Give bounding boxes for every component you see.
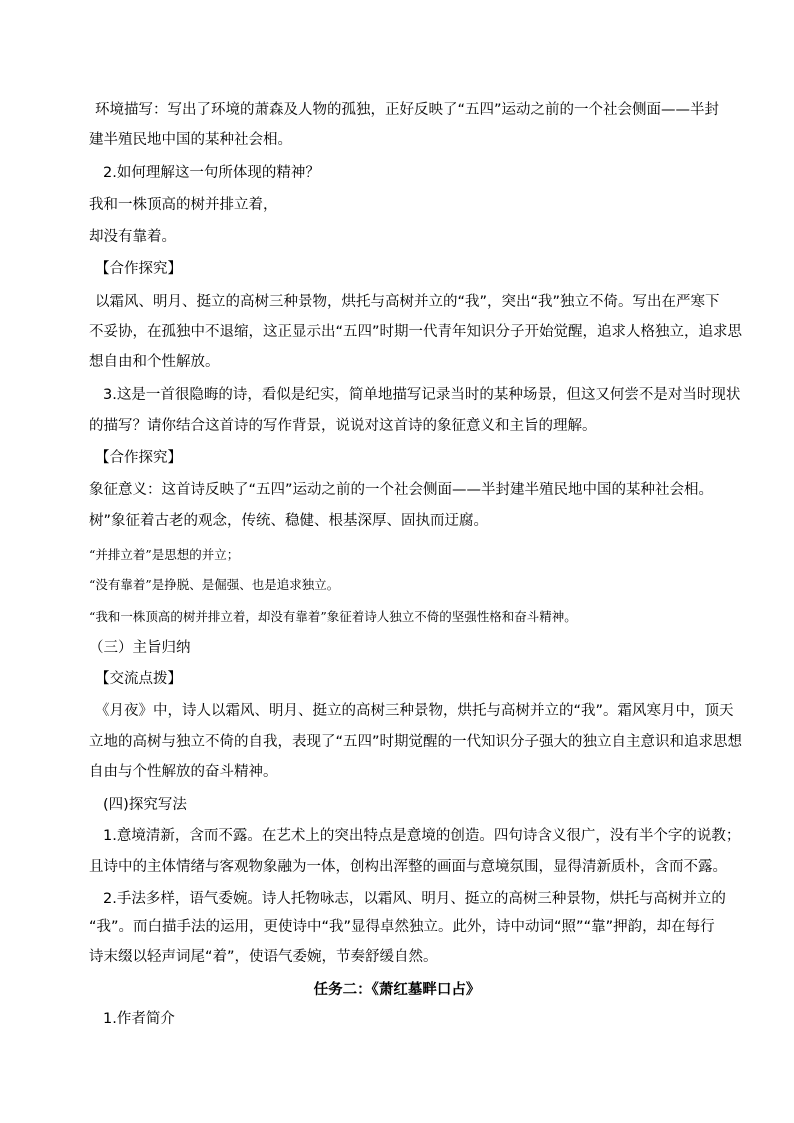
paragraph-line: 环境描写：写出了环境的萧森及人物的孤独，正好反映了“五四”运动之前的一个社会侧面——半封 — [95, 102, 720, 118]
paragraph-line: 《月夜》中，诗人以霜风、明月、挺立的高树三种景物，烘托与高树并立的“我”。霜风寒月中，顶天 — [95, 703, 734, 719]
section-label: 【交流点拨】 — [95, 671, 182, 687]
paragraph-line: 建半殖民地中国的某种社会相。 — [89, 132, 292, 148]
paragraph-line: 立地的高树与独立不倚的自我，表现了“五四”时期觉醒的一代知识分子强大的独立自主意识和追求思想 — [89, 734, 743, 750]
subsection-heading: 1.作者简介 — [103, 1011, 175, 1027]
symbol-line: “并排立着”是思想的并立； — [89, 547, 240, 562]
poem-line: 却没有靠着。 — [89, 229, 176, 245]
paragraph-line: 不妥协，在孤独中不退缩，这正显示出“五四”时期一代青年知识分子开始觉醒，追求人格独立，追求思 — [89, 324, 743, 340]
subsection-heading: （三）主旨归纳 — [89, 640, 191, 656]
paragraph-line: 自由与个性解放的奋斗精神。 — [89, 764, 278, 780]
paragraph-line: 2.手法多样，语气委婉。诗人托物咏志，以霜风、明月、挺立的高树三种景物，烘托与高树并立的 — [103, 891, 726, 907]
subsection-heading: (四)探究写法 — [103, 797, 187, 813]
question-line: 3.这是一首很隐晦的诗，看似是纪实，简单地描写记录当时的某种场景，但这又何尝不是对当时现状 — [103, 387, 741, 403]
symbol-line: “没有靠着”是挣脱、是倔强、也是追求独立。 — [89, 577, 340, 592]
paragraph-line: 1.意境清新，含而不露。在艺术上的突出特点是意境的创造。四句诗含义很广，没有半个字的说教； — [103, 828, 741, 844]
paragraph-line: “我”。而白描手法的运用，更使诗中“我”显得卓然独立。此外，诗中动词“照”“靠”押韵，却在每行 — [89, 919, 715, 935]
section-label: 【合作探究】 — [95, 450, 182, 466]
question-line: 的描写？请你结合这首诗的写作背景，说说对这首诗的象征意义和主旨的理解。 — [89, 418, 597, 434]
question-line: 2.如何理解这一句所体现的精神？ — [103, 165, 320, 181]
task-heading: 任务二：《萧红墓畔口占》 — [313, 982, 481, 998]
paragraph-line: 象征意义：这首诗反映了“五四”运动之前的一个社会侧面——半封建半殖民地中国的某种社会相。 — [89, 482, 714, 498]
paragraph-line: 以霜风、明月、挺立的高树三种景物，烘托与高树并立的“我”，突出“我”独立不倚。写出在严寒下 — [95, 294, 720, 310]
paragraph-line: 想自由和个性解放。 — [89, 354, 220, 370]
paragraph-line: 且诗中的主体情绪与客观物象融为一体，创构出浑整的画面与意境氛围，显得清新质朴，含而不露。 — [89, 859, 727, 875]
symbol-line: “我和一株顶高的树并排立着，却没有靠着”象征着诗人独立不倚的坚强性格和奋斗精神。 — [89, 609, 577, 624]
poem-line: 我和一株顶高的树并排立着， — [89, 197, 278, 213]
section-label: 【合作探究】 — [95, 261, 182, 277]
paragraph-line: 诗末缀以轻声词尾“着”，使语气委婉，节奏舒缓自然。 — [89, 949, 438, 965]
paragraph-line: 树”象征着古老的观念，传统、稳健、根基深厚、固执而迂腐。 — [89, 513, 489, 529]
